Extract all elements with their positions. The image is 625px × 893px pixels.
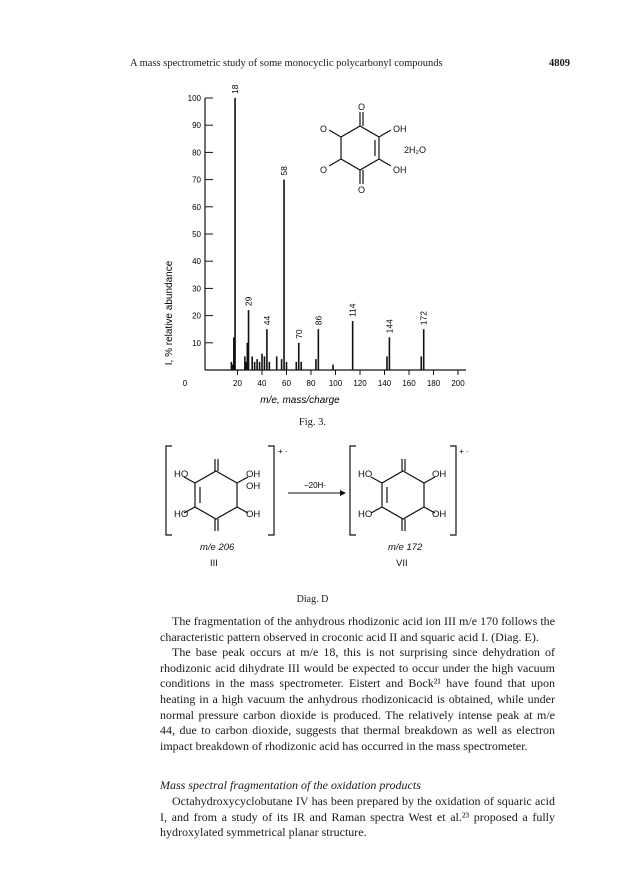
m-e-label: m/e 206 [200, 542, 235, 553]
structure-labels [320, 102, 426, 195]
atom-label: OH [393, 124, 407, 134]
atom-label: OH [432, 469, 447, 480]
paragraph: Octahydroxycyclobutane IV has been prepared by the oxidation of squaric acid I, and from a study of its IR and Raman spectra West et al.²³ proposed a fully hydroxylated symmetrical planar structure. [160, 794, 555, 840]
x-tick-label: 40 [257, 379, 267, 388]
reaction-label: −20H· [303, 481, 327, 490]
peak-label: 29 [243, 296, 254, 307]
bracket-right-open [350, 446, 356, 535]
x-tick-label: 0 [182, 379, 188, 388]
y-tick-label: 70 [192, 175, 201, 185]
x-tick-label: 140 [377, 379, 392, 388]
atom-label: OH [246, 481, 261, 492]
x-axis-label: m/e, mass/charge [260, 395, 340, 406]
paragraph: The fragmentation of the anhydrous rhodizonic acid ion III m/e 170 follows the characteristic pattern observed in croconic acid II and squaric acid I. (Diag. E). [160, 614, 555, 644]
atom-label: HO [358, 509, 373, 520]
y-ticks [188, 94, 213, 348]
y-tick-label: 80 [192, 148, 201, 158]
y-tick-label: 100 [187, 94, 201, 103]
atom-label: HO [358, 469, 373, 480]
paragraph: The base peak occurs at m/e 18, this is not surprising since dehydration of rhodizonic acid dihydrate III would be expected to occur under the high vacuum conditions in the mass spectrometer. Eistert and Bock²¹ have found that upon heating in a high vacuum the anhydrous rhodizonicacid is obtained, while under normal pressure carbon dioxide is produced. The relatively intense peak at m/e 44, due to carbon dioxide, suggests that thermal breakdown as well as electron impact breakdown of rhodizonic acid has occurred in the mass spectrometer. [160, 645, 555, 753]
compound-numeral: VII [396, 558, 408, 569]
y-tick-label: 50 [192, 230, 201, 239]
peak-label: 18 [230, 84, 241, 94]
x-ticks [183, 370, 465, 388]
charge-label: + · [278, 447, 288, 456]
diagram-caption: Diag. D [296, 594, 329, 605]
diagram-d [160, 440, 470, 590]
peak-label: 44 [261, 315, 272, 326]
y-axis-label: I, % relative abundance [164, 260, 175, 366]
atom-label: O [320, 165, 328, 175]
x-tick-label: 20 [233, 379, 242, 388]
mass-spectrum-chart [150, 78, 490, 408]
y-tick-label: 40 [192, 257, 201, 267]
atom-label: OH [246, 509, 261, 520]
x-tick-label: 80 [306, 379, 316, 388]
charge-label: + · [459, 447, 469, 456]
hydrate-label: 2H₂O [404, 145, 426, 155]
peak-label: 70 [293, 329, 304, 339]
atom-label: OH [393, 165, 407, 175]
running-title: A mass spectrometric study of some monocyclic polycarbonyl compounds [130, 58, 443, 69]
compound-numeral: III [210, 558, 218, 569]
peak-label: 144 [384, 319, 395, 334]
x-tick-label: 180 [426, 379, 441, 388]
y-tick-label: 60 [192, 202, 201, 212]
x-tick-label: 200 [451, 379, 465, 388]
arrow-head [340, 490, 346, 496]
m-e-label: m/e 172 [388, 542, 423, 553]
y-tick-label: 10 [192, 338, 201, 348]
section-heading: Mass spectral fragmentation of the oxidation products [160, 778, 421, 792]
x-tick-label: 60 [282, 379, 291, 388]
atom-label: O [320, 124, 328, 134]
peak-label: 86 [313, 315, 324, 326]
bracket-right-close [450, 446, 456, 535]
page-number: 4809 [549, 58, 570, 69]
body-text-2 [160, 794, 555, 841]
left-ring-structure [184, 459, 248, 531]
peak-label: 58 [279, 166, 290, 176]
figure-caption: Fig. 3. [298, 417, 327, 428]
x-tick-label: 120 [353, 379, 367, 388]
atom-label: HO [174, 469, 189, 480]
y-tick-label: 20 [192, 311, 201, 321]
x-tick-label: 100 [328, 379, 343, 388]
rhodizonic-acid-structure [329, 112, 391, 184]
right-ring-structure [371, 459, 435, 531]
peak-label: 172 [418, 311, 429, 326]
atom-label: HO [174, 509, 189, 520]
bracket-left-open [166, 446, 172, 535]
body-text [160, 614, 555, 754]
y-tick-label: 30 [192, 284, 201, 294]
x-tick-label: 160 [402, 379, 416, 388]
y-tick-label: 90 [192, 121, 201, 131]
atom-label: O [358, 185, 366, 195]
atom-label: OH [432, 509, 447, 520]
atom-label: OH [246, 469, 261, 480]
atom-label: O [358, 102, 366, 112]
peak-label: 114 [347, 303, 358, 318]
bracket-left-close [268, 446, 274, 535]
